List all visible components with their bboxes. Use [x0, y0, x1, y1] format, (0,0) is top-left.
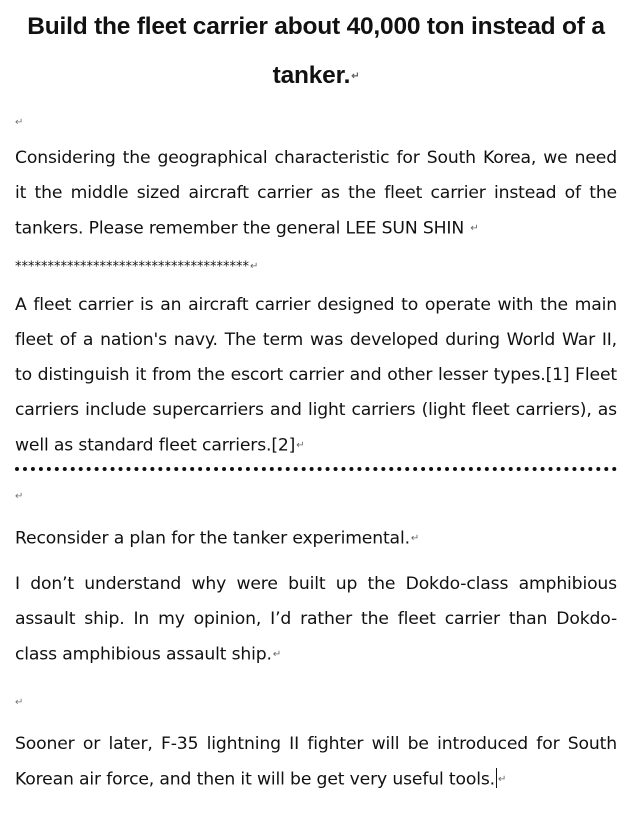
paragraph-mark-icon: ↵ — [15, 490, 24, 502]
paragraph-mark-icon: ↵ — [250, 260, 259, 272]
intro-text[interactable]: Considering the geographical characteristic for South Korea, we need it the middle sized aircraft carrier as the fleet carrier instead of the tankers. Please remember the general LEE SUN SHIN — [15, 148, 617, 239]
paragraph-mark-icon: ↵ — [296, 440, 305, 452]
document-page[interactable] — [15, 0, 617, 797]
dotted-divider — [15, 467, 617, 471]
reconsider-paragraph[interactable] — [15, 521, 617, 557]
intro-paragraph[interactable] — [15, 141, 617, 247]
paragraph-mark-icon: ↵ — [470, 223, 479, 235]
closing-text[interactable]: Sooner or later, F-35 lightning II fighter will be introduced for South Korean air force, and then it will be get very useful tools. — [15, 733, 617, 790]
empty-paragraph[interactable] — [15, 479, 617, 515]
empty-paragraph[interactable] — [15, 105, 617, 141]
document-title[interactable] — [15, 2, 617, 101]
closing-paragraph[interactable] — [15, 727, 617, 798]
title-text[interactable]: Build the fleet carrier about 40,000 ton instead of a tanker. — [27, 13, 605, 89]
paragraph-mark-icon: ↵ — [272, 649, 282, 661]
paragraph-mark-icon: ↵ — [15, 696, 24, 708]
paragraph-mark-icon: ↵ — [351, 71, 360, 83]
paragraph-mark-icon: ↵ — [497, 773, 507, 785]
definition-paragraph[interactable] — [15, 288, 617, 464]
asterisk-text[interactable]: ************************************ — [15, 259, 249, 275]
opinion-text[interactable]: I don’t understand why were built up the Dokdo-class amphibious assault ship. In my opinion, I’d rather the fleet carrier than Dokdo-class amphibious assault ship. — [15, 574, 617, 665]
opinion-paragraph[interactable] — [15, 567, 617, 673]
definition-text[interactable]: A fleet carrier is an aircraft carrier designed to operate with the main fleet of a nation's navy. The term was developed during World War II, to distinguish it from the escort carrier and other lesser types.[1] Fleet carriers include supercarriers and light carriers (light fleet carriers), as well as standard fleet carriers.[2] — [15, 295, 617, 456]
reconsider-text[interactable]: Reconsider a plan for the tanker experimental. — [15, 528, 410, 549]
asterisk-separator[interactable] — [15, 258, 617, 277]
paragraph-mark-icon: ↵ — [15, 117, 24, 129]
text-cursor — [496, 768, 497, 788]
empty-paragraph[interactable] — [15, 685, 617, 721]
paragraph-mark-icon: ↵ — [410, 532, 420, 544]
